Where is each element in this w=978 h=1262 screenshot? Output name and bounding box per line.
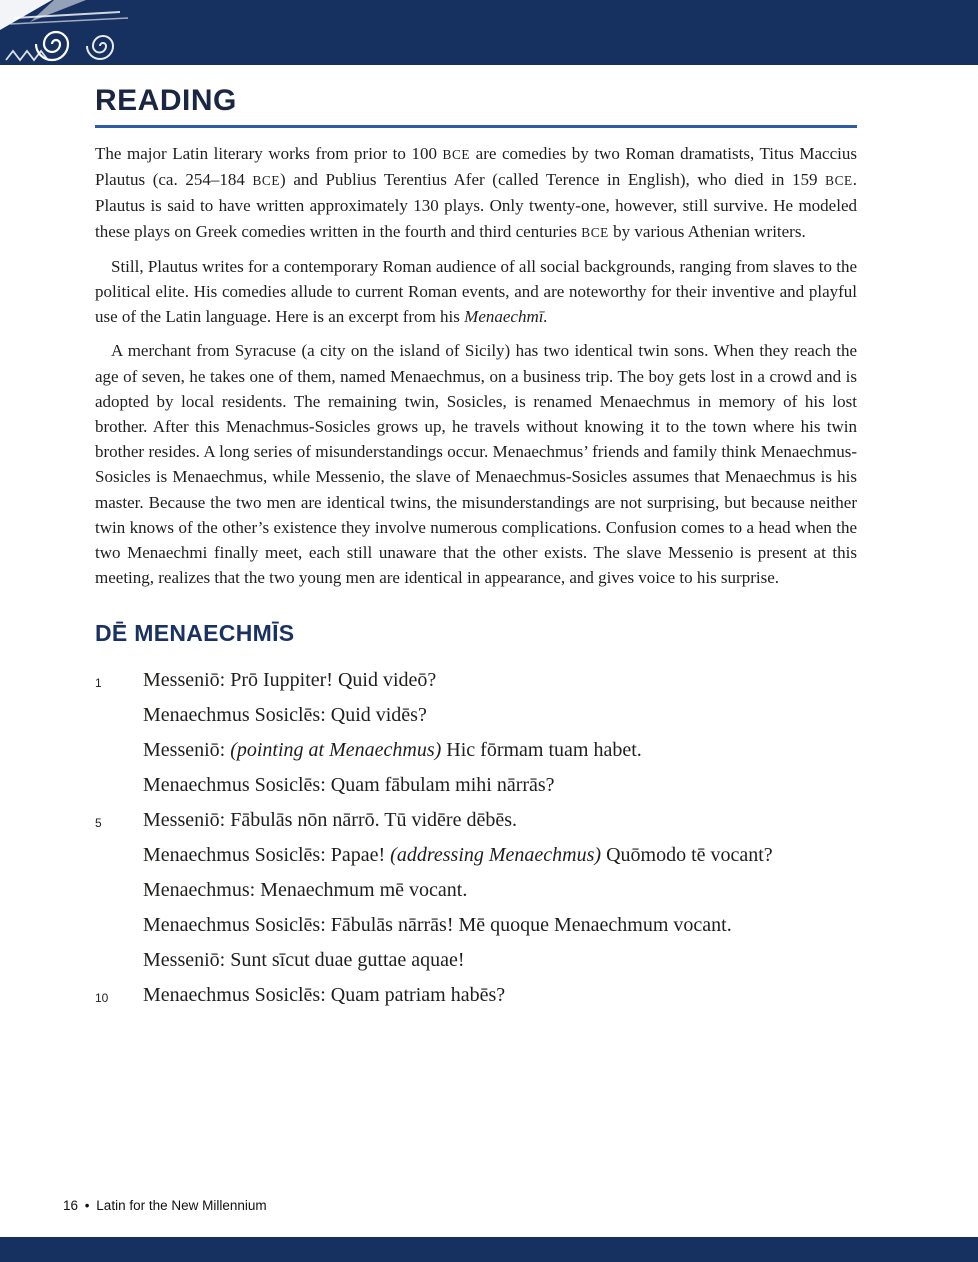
dialogue-text bbox=[143, 768, 813, 803]
dialogue-text bbox=[143, 908, 813, 943]
text-segment: Menaechmus: Menaechmum mē vocant. bbox=[143, 879, 468, 902]
ionic-column-capital-ornament bbox=[0, 0, 160, 65]
text-segment: are comedies by two Roman dramatists, Titus Maccius Plautus (ca. 254–184 bbox=[95, 144, 857, 190]
line-number: 5 bbox=[95, 816, 102, 831]
text-segment: BCE bbox=[442, 147, 471, 162]
paragraph bbox=[95, 254, 857, 330]
text-segment: (pointing at Menaechmus) bbox=[230, 739, 442, 762]
dialogue-text bbox=[143, 943, 813, 978]
dialogue-line bbox=[95, 663, 857, 698]
dialogue-line bbox=[95, 978, 857, 1013]
text-segment: BCE bbox=[581, 224, 609, 240]
section-title: READING bbox=[95, 84, 237, 117]
text-segment: . Plautus is said to have written approximately 130 plays. Only twenty-one, however, still survive. He modeled these plays on Greek comedies written in the fourth and third centuries bbox=[95, 170, 857, 241]
line-number bbox=[95, 908, 143, 943]
bottom-banner bbox=[0, 1237, 978, 1262]
text-segment: Hic fōrmam tuam habet. bbox=[441, 739, 642, 762]
dialogue-line bbox=[95, 838, 857, 873]
text-segment: Still, Plautus writes for a contemporary Roman audience of all social backgrounds, ranging from slaves to the political elite. His comedies allude to current Roman events, and are noteworthy for their inventive and playful use of the Latin language. Here is an excerpt from his bbox=[95, 256, 857, 327]
text-segment: Messeniō: Fābulās nōn nārrō. Tū vidēre dēbēs. bbox=[143, 809, 517, 832]
dialogue-text bbox=[143, 838, 813, 873]
text-segment: Messeniō: Prō Iuppiter! Quid videō? bbox=[143, 669, 437, 692]
text-segment: Menaechmus Sosiclēs: Quam fābulam mihi nārrās? bbox=[143, 774, 555, 797]
footer-separator: • bbox=[84, 1198, 90, 1213]
text-segment: Menaechmī. bbox=[464, 307, 548, 327]
text-segment: A merchant from Syracuse (a city on the island of Sicily) has two identical twin sons. When they reach the age of seven, he takes one of them, named Menaechmus, on a business trip. The boy gets lost in a crowd and is adopted by local residents. The remaining twin, Sosicles, is renamed Menaechmus in memory of his lost brother. After this Menachmus-Sosicles grows up, he travels without knowing it to the town where his twin brother resides. A long series of misunderstandings occur. Menaechmus’ friends and family think Menaechmus-Sosicles is Menaechmus, while Messenio, the slave of Menaechmus-Sosicles assumes that Menaechmus is his master. Because the two men are identical twins, the misunderstandings are not surprising, but because neither twin knows of the other’s existence they involve numerous complications. Confusion comes to a head when the two Menaechmi finally meet, each still unaware that the other exists. The slave Messenio is present at this meeting, realizes that the two young men are identical in appearance, and gives voice to his surprise. bbox=[95, 341, 857, 588]
intro-paragraphs bbox=[95, 141, 857, 590]
passage-title: DĒ MENAECHMĪS bbox=[95, 620, 295, 647]
page-number: 16 bbox=[63, 1198, 79, 1213]
line-number bbox=[95, 768, 143, 803]
dialogue-line bbox=[95, 803, 857, 838]
line-number bbox=[95, 873, 143, 908]
dialogue-line bbox=[95, 908, 857, 943]
page-footer bbox=[63, 1198, 270, 1213]
text-segment: Menaechmus Sosiclēs: Quid vidēs? bbox=[143, 704, 427, 727]
line-number bbox=[95, 733, 143, 768]
dialogue-line bbox=[95, 733, 857, 768]
title-rule bbox=[95, 125, 857, 128]
page-content bbox=[95, 84, 857, 1013]
dialogue-lines bbox=[95, 663, 857, 1013]
text-segment: Menaechmus Sosiclēs: Quam patriam habēs? bbox=[143, 984, 506, 1007]
text-segment: Messeniō: bbox=[143, 739, 231, 762]
text-segment: Messeniō: Sunt sīcut duae guttae aquae! bbox=[143, 949, 465, 972]
book-title: Latin for the New Millennium bbox=[96, 1198, 267, 1213]
text-segment: ) and Publius Terentius Afer (called Terence in English), who died in 159 bbox=[280, 170, 826, 190]
dialogue-text bbox=[143, 873, 813, 908]
paragraph bbox=[95, 141, 857, 245]
dialogue-line bbox=[95, 768, 857, 803]
text-segment: Menaechmus Sosiclēs: Fābulās nārrās! Mē quoque Menaechmum vocant. bbox=[143, 914, 732, 937]
dialogue-text bbox=[143, 698, 813, 733]
dialogue-text bbox=[143, 803, 813, 838]
paragraph bbox=[95, 338, 857, 590]
dialogue-line bbox=[95, 873, 857, 908]
dialogue-text bbox=[143, 733, 813, 768]
dialogue-line bbox=[95, 698, 857, 733]
top-banner bbox=[0, 0, 978, 65]
line-number bbox=[95, 838, 143, 873]
line-number bbox=[95, 698, 143, 733]
text-segment: Menaechmus Sosiclēs: Papae! bbox=[143, 844, 391, 867]
text-segment: BCE bbox=[825, 173, 853, 189]
text-segment: Quōmodo tē vocant? bbox=[601, 844, 773, 867]
dialogue-text bbox=[143, 663, 813, 698]
line-number: 10 bbox=[95, 991, 109, 1006]
text-segment: BCE bbox=[252, 173, 281, 189]
dialogue-text bbox=[143, 978, 813, 1013]
dialogue-line bbox=[95, 943, 857, 978]
text-segment: The major Latin literary works from prior to 100 bbox=[95, 144, 443, 163]
line-number: 1 bbox=[95, 676, 102, 691]
text-segment: (addressing Menaechmus) bbox=[390, 844, 602, 867]
text-segment: by various Athenian writers. bbox=[608, 221, 806, 241]
line-number bbox=[95, 943, 143, 978]
